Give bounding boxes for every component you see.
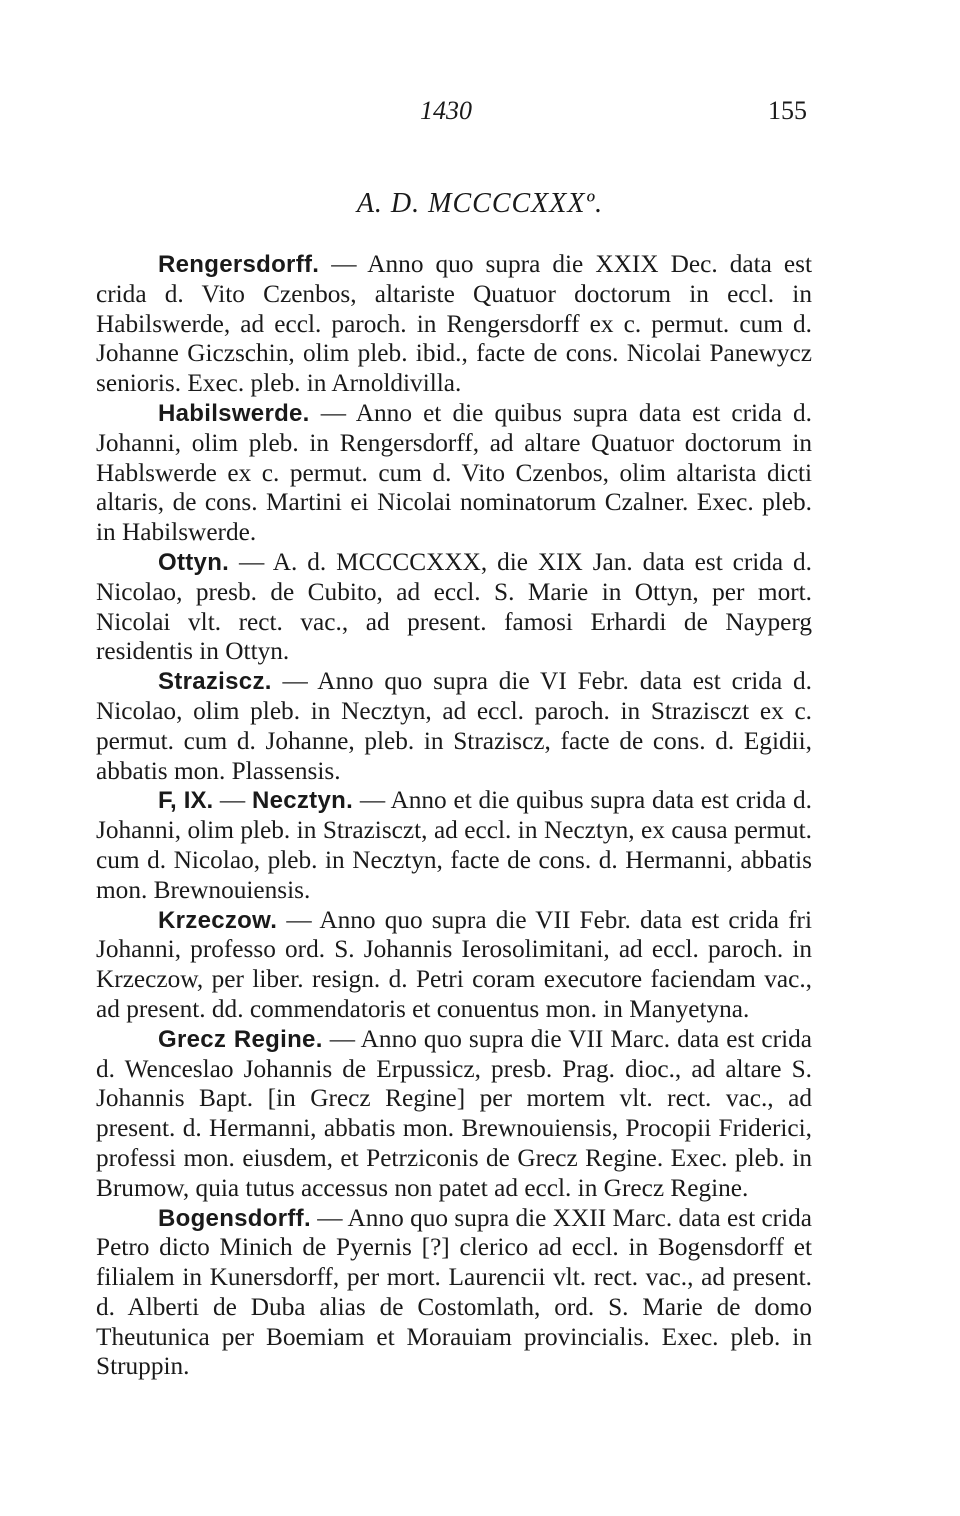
folio-reference: F, IX. [158,787,214,815]
entry-text: — Anno et die quibus supra data est crida d. Johanni, olim pleb. in Rengersdorff, ad altare Quatuor doctorum in Hablswerde ex c. permut. cum d. Vito Czenbos, olim altarista dicti altaris, de cons. Martini ei Nicolai nominatorum Czalner. Exec. pleb. in Habilswerde. [96,398,812,547]
entry-text: — Anno quo supra die VII Marc. data est crida d. Wenceslao Johannis de Erpussicz, presb. Prag. dioc., ad altare S. Johannis Bapt. [in Grecz Regine] per mortem vlt. rect. vac., ad present. d. Hermanni, abbatis mon. Brewnouiensis, Procopii Friderici, professi mon. eiusdem, et Petrziconis de Grecz Regine. Exec. pleb. in Brumow, quia tutus accessus non patet ad eccl. in Grecz Regine. [96,1024,812,1202]
entry-rengersdorff [96,250,812,399]
place-name: Rengersdorff. [158,251,320,278]
entry-grecz-regine [96,1025,812,1204]
entry-text: — Anno quo supra die XXIX Dec. data est crida d. Vito Czenbos, altariste Quatuor doctorum in eccl. in Habilswerde, ad eccl. paroch. in Rengersdorff ex c. permut. cum d. Johanne Giczschin, olim pleb. ibid., facte de cons. Nicolai Panewycz senioris. Exec. pleb. in Arnoldivilla. [96,250,812,398]
entry-text: — Anno quo supra die VII Febr. data est crida fri Johanni, professo ord. S. Johannis Ierosolimitani, ad eccl. paroch. in Krzeczow, per liber. resign. d. Petri coram executore faciendam vac., ad present. dd. commendatoris et conuentus mon. in Manyetyna. [96,905,812,1023]
page-number: 155 [768,96,807,125]
place-name: Bogensdorff. [158,1204,311,1232]
section-heading: A. D. MCCCCXXXº. [356,188,604,219]
entries [96,250,812,1382]
place-name: Krzeczow. [158,906,278,934]
entry-ottyn [96,548,812,667]
entry-habilswerde [96,399,812,548]
entry-text: — Anno quo supra die XXII Marc. data est crida Petro dicto Minich de Pyernis [?] clerico ad eccl. in Bogensdorff et filialem in Kunersdorff, per mort. Laurencii vlt. rect. vac., ad present. d. Alberti de Duba alias de Costomlath, ord. S. Marie de domo Theutunica per Boemiam et Morauiam provincialis. Exec. pleb. in Struppin. [96,1203,812,1381]
entry-straziscz [96,667,812,786]
place-name: Ottyn. [158,548,230,576]
entry-necztyn: F, IX. — Necztyn. — Anno et die quibus supra data est crida d. Johanni, olim pleb. in Strazisczt, ad eccl. in Necztyn, ex causa permut. cum d. Nicolao, pleb. in Necztyn, facte de cons. d. Hermanni, abbatis mon. Brewnouiensis. [96,786,812,904]
running-head [0,96,960,136]
entry-bogensdorff [96,1204,812,1383]
entry-text: — Anno quo supra die VI Febr. data est crida d. Nicolao, olim pleb. in Necztyn, ad eccl. paroch. in Strazisczt ex c. permut. cum d. Johanne, pleb. in Straziscz, facte de cons. d. Egidii, abbatis mon. Plassensis. [96,667,812,785]
entry-text: — A. d. MCCCCXXX, die XIX Jan. data est crida d. Nicolao, presb. de Cubito, ad eccl. S. Marie in Ottyn, per mort. Nicolai vlt. rect. vac., ad present. famosi Erhardi de Nayperg residentis in Ottyn. [96,547,812,666]
place-name: Habilswerde. [158,399,310,427]
entry-krzeczow [96,906,812,1025]
place-name: Grecz Regine. [158,1025,323,1053]
place-name: Necztyn. [251,787,354,815]
running-head-year: 1430 [420,96,472,125]
place-name: Straziscz. [158,668,272,696]
entry-text: — Anno et die quibus supra data est crida d. Johanni, olim pleb. in Strazisczt, ad eccl. in Necztyn, ex causa permut. cum d. Nicolao, pleb. in Necztyn, facte de cons. d. Hermanni, abbatis mon. Brewnouiensis. [96,786,812,904]
